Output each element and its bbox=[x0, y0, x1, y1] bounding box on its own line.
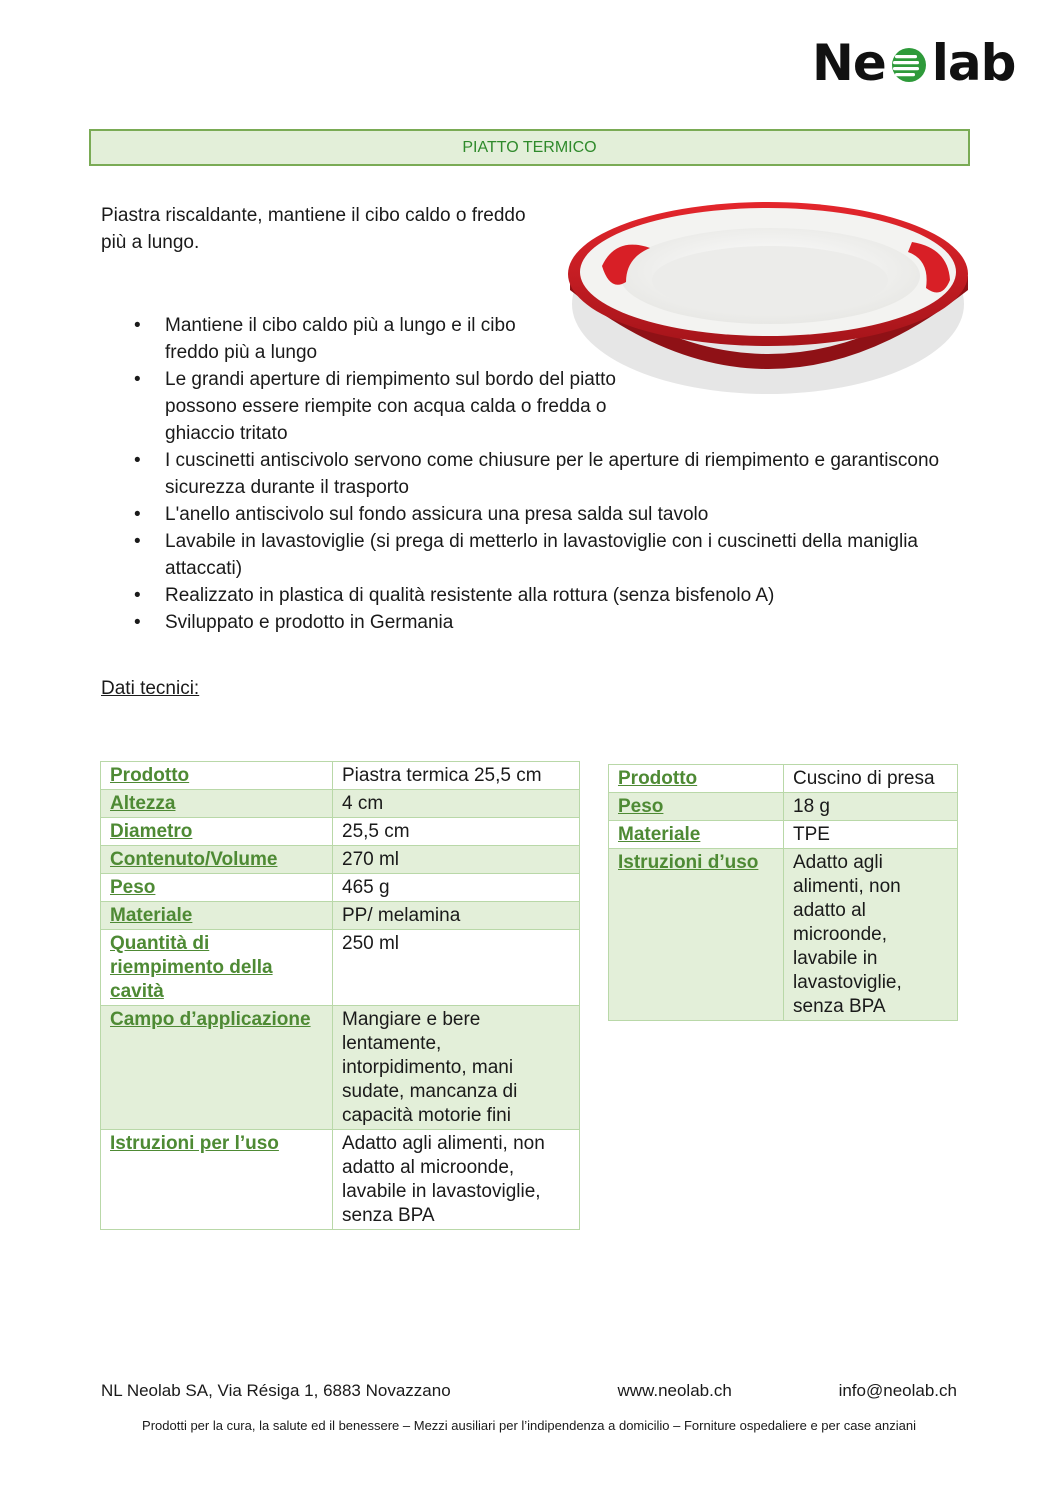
logo-text-right: lab bbox=[931, 34, 1016, 92]
spec-value: PP/ melamina bbox=[333, 902, 580, 930]
table-row bbox=[101, 930, 580, 1006]
spec-value: Mangiare e bere lentamente, intorpidimento, mani sudate, mancanza di capacità motorie fini bbox=[333, 1006, 580, 1130]
table-row bbox=[609, 821, 958, 849]
spec-value: Cuscino di presa bbox=[784, 765, 958, 793]
table-row bbox=[101, 1130, 580, 1230]
table-row bbox=[101, 902, 580, 930]
feature-item bbox=[101, 366, 961, 447]
document-title: PIATTO TERMICO bbox=[462, 138, 597, 156]
specs-heading: Dati tecnici: bbox=[101, 678, 200, 699]
table-row bbox=[609, 765, 958, 793]
plate-specs-table bbox=[100, 761, 580, 1230]
table-row bbox=[609, 793, 958, 821]
spec-key: Prodotto bbox=[609, 765, 784, 793]
spec-key: Istruzioni d’uso bbox=[609, 849, 784, 1021]
feature-list bbox=[101, 312, 961, 636]
feature-item bbox=[101, 501, 961, 528]
feature-item bbox=[101, 582, 961, 609]
feature-text: Realizzato in plastica di qualità resistente alla rottura (senza bisfenolo A) bbox=[165, 585, 775, 606]
spec-value: Adatto agli alimenti, non adatto al microonde, lavabile in lavastoviglie, senza BPA bbox=[784, 849, 958, 1021]
feature-text: Mantiene il cibo caldo più a lungo e il cibo freddo più a lungo bbox=[165, 315, 516, 363]
spec-key: Istruzioni per l’uso bbox=[101, 1130, 333, 1230]
feature-item bbox=[101, 447, 961, 501]
logo-text-left: Ne bbox=[812, 34, 886, 92]
spec-value: 270 ml bbox=[333, 846, 580, 874]
spec-key: Materiale bbox=[101, 902, 333, 930]
feature-item bbox=[101, 312, 565, 366]
spec-value: Piastra termica 25,5 cm bbox=[333, 762, 580, 790]
footer-tagline: Prodotti per la cura, la salute ed il benessere – Mezzi ausiliari per l’indipendenza a domicilio – Forniture ospedaliere e per case anziani bbox=[142, 1418, 916, 1433]
spec-value: Adatto agli alimenti, non adatto al microonde, lavabile in lavastoviglie, senza BPA bbox=[333, 1130, 580, 1230]
table-row bbox=[101, 1006, 580, 1130]
spec-key: Prodotto bbox=[101, 762, 333, 790]
feature-text: Sviluppato e prodotto in Germania bbox=[165, 612, 454, 633]
footer-email-link[interactable]: info@neolab.ch bbox=[838, 1381, 957, 1400]
cushion-specs-table bbox=[608, 764, 958, 1021]
table-row bbox=[101, 790, 580, 818]
feature-text: • Le grandi aperture di riempimento sul bordo del piatto possono essere riempite con acqua calda o fredda o ghiaccio tritato bbox=[165, 369, 616, 444]
spec-value: 4 cm bbox=[333, 790, 580, 818]
table-row bbox=[609, 849, 958, 1021]
spec-value: 465 g bbox=[333, 874, 580, 902]
spec-value: 18 g bbox=[784, 793, 958, 821]
table-row bbox=[101, 846, 580, 874]
table-row bbox=[101, 874, 580, 902]
spec-key: Contenuto/Volume bbox=[101, 846, 333, 874]
footer-website-link[interactable]: www.neolab.ch bbox=[617, 1381, 732, 1400]
feature-text: L'anello antiscivolo sul fondo assicura una presa salda sul tavolo bbox=[165, 504, 709, 525]
table-row bbox=[101, 762, 580, 790]
feature-text: I cuscinetti antiscivolo servono come chiusure per le aperture di riempimento e garantiscono sicurezza durante il trasporto bbox=[165, 450, 940, 498]
neolab-hand-o-icon bbox=[887, 41, 931, 85]
spec-value: TPE bbox=[784, 821, 958, 849]
intro-text: Piastra riscaldante, mantiene il cibo caldo o freddo più a lungo. bbox=[101, 205, 526, 253]
spec-key: Materiale bbox=[609, 821, 784, 849]
document-title-bar bbox=[89, 129, 970, 166]
spec-key: Peso bbox=[609, 793, 784, 821]
spec-key: Quantità di riempimento della cavità bbox=[101, 930, 333, 1006]
spec-key: Altezza bbox=[101, 790, 333, 818]
feature-item bbox=[101, 528, 961, 582]
spec-value: 250 ml bbox=[333, 930, 580, 1006]
spec-key: Peso bbox=[101, 874, 333, 902]
footer bbox=[101, 1381, 957, 1401]
neolab-logo bbox=[812, 36, 1015, 90]
spec-key: Campo d’applicazione bbox=[101, 1006, 333, 1130]
spec-key: Diametro bbox=[101, 818, 333, 846]
feature-item bbox=[101, 609, 961, 636]
footer-address: NL Neolab SA, Via Résiga 1, 6883 Novazzano bbox=[101, 1381, 451, 1400]
spec-value: 25,5 cm bbox=[333, 818, 580, 846]
feature-text: Lavabile in lavastoviglie (si prega di metterlo in lavastoviglie con i cuscinetti della maniglia attaccati) bbox=[165, 531, 918, 579]
table-row bbox=[101, 818, 580, 846]
